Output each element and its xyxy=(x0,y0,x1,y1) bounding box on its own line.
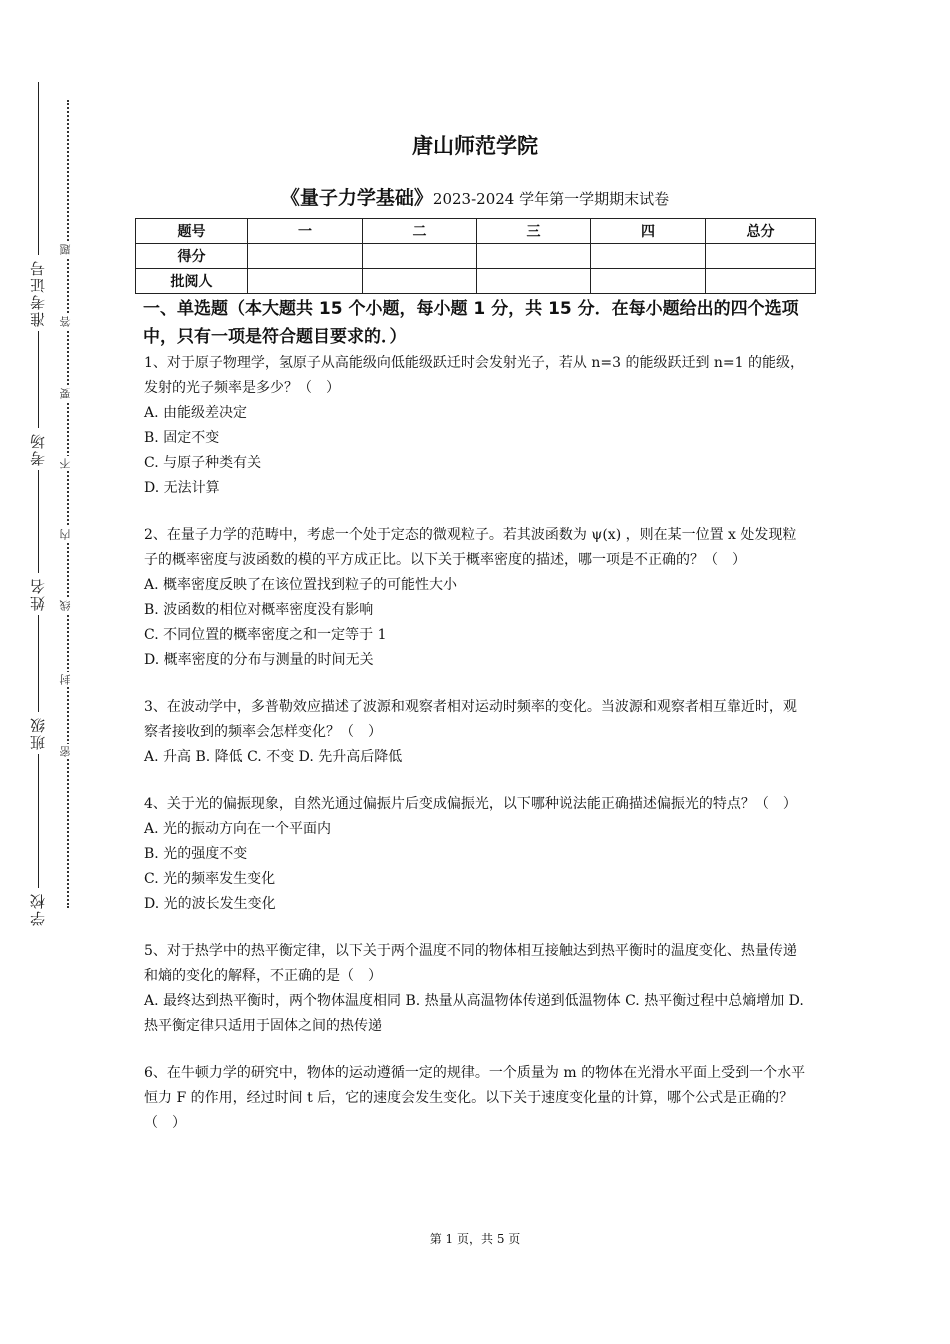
question-stem: 2、在量子力学的范畴中，考虑一个处于定态的微观粒子。若其波函数为 ψ(x) ，则在某一位置 x 处发现粒子的概率密度与波函数的模的平方成正比。以下关于概率密度的描述，哪一项是不正确的？（ ） xyxy=(144,527,797,568)
score-cell xyxy=(706,269,816,294)
school-label: 学校 xyxy=(27,888,48,930)
seal-char: 答 xyxy=(58,314,78,329)
class-label: 班级 xyxy=(27,712,48,754)
score-col-header: 题号 xyxy=(136,219,248,244)
score-cell xyxy=(363,244,477,269)
exam-number-label: 准考证号 xyxy=(27,255,48,331)
exam-subtitle xyxy=(0,183,950,210)
seal-char: 题 xyxy=(58,242,78,257)
question-option: A. 由能级差决定 xyxy=(144,405,248,421)
page-footer: 第 1 页，共 5 页 xyxy=(429,1232,521,1246)
term-text: 2023-2024 学年第一学期期末试卷 xyxy=(432,190,670,208)
question xyxy=(144,351,810,501)
question-option: D. 概率密度的分布与测量的时间无关 xyxy=(144,652,374,668)
question-stem: 4、关于光的偏振现象，自然光通过偏振片后变成偏振光，以下哪种说法能正确描述偏振光的特点？（ ） xyxy=(144,796,797,812)
school-field xyxy=(18,888,56,930)
seal-char: 内 xyxy=(58,527,78,542)
seal-char: 密 xyxy=(58,744,78,759)
score-cell xyxy=(248,269,363,294)
seal-char: 线 xyxy=(58,598,78,613)
score-col-header: 总分 xyxy=(706,219,816,244)
exam-room-field xyxy=(18,428,56,470)
course-name: 《量子力学基础》 xyxy=(280,187,433,209)
name-label: 姓名 xyxy=(27,573,48,615)
score-col-header: 四 xyxy=(591,219,706,244)
question xyxy=(144,792,810,917)
exam-room-label: 考场 xyxy=(27,428,48,470)
score-table-row xyxy=(136,269,816,294)
question-option: A. 最终达到热平衡时，两个物体温度相同 B. 热量从高温物体传递到低温物体 C. 热平衡过程中总熵增加 D. 热平衡定律只适用于固体之间的热传递 xyxy=(144,993,804,1034)
question-option: C. 光的频率发生变化 xyxy=(144,871,276,887)
question-stem: 5、对于热学中的热平衡定律，以下关于两个温度不同的物体相互接触达到热平衡时的温度变化、热量传递和熵的变化的解释，不正确的是（ ） xyxy=(144,943,797,984)
score-cell xyxy=(477,269,591,294)
question-option: D. 无法计算 xyxy=(144,480,220,496)
score-cell xyxy=(591,269,706,294)
seal-char: 要 xyxy=(58,386,78,401)
score-cell xyxy=(248,244,363,269)
question-option: B. 光的强度不变 xyxy=(144,846,248,862)
score-row-header: 得分 xyxy=(136,244,248,269)
question-option: C. 不同位置的概率密度之和一定等于 1 xyxy=(144,627,387,643)
question-stem: 1、对于原子物理学，氢原子从高能级向低能级跃迁时会发射光子，若从 n=3 的能级跃迁到 n=1 的能级，发射的光子频率是多少？（ ） xyxy=(144,355,805,396)
score-col-header: 二 xyxy=(363,219,477,244)
name-field xyxy=(18,573,56,615)
question-option: A. 升高 B. 降低 C. 不变 D. 先升高后降低 xyxy=(144,749,403,765)
score-row-header: 批阅人 xyxy=(136,269,248,294)
question-option: C. 与原子种类有关 xyxy=(144,455,262,471)
question-option: B. 波函数的相位对概率密度没有影响 xyxy=(144,602,374,618)
question-option: A. 光的振动方向在一个平面内 xyxy=(144,821,332,837)
score-cell xyxy=(477,244,591,269)
exam-number-field xyxy=(18,255,56,331)
score-table-row xyxy=(136,244,816,269)
score-col-header: 一 xyxy=(248,219,363,244)
school-title: 唐山师范学院 xyxy=(412,134,538,158)
question-option: D. 光的波长发生变化 xyxy=(144,896,276,912)
seal-char: 封 xyxy=(58,672,78,687)
question-option: B. 固定不变 xyxy=(144,430,220,446)
section-title: 一、单选题（本大题共 15 个小题，每小题 1 分，共 15 分．在每小题给出的四个选项中，只有一项是符合题目要求的．） xyxy=(143,299,799,347)
score-col-header: 三 xyxy=(477,219,591,244)
question xyxy=(144,939,810,1039)
score-cell xyxy=(706,244,816,269)
question xyxy=(144,523,810,673)
class-field xyxy=(18,712,56,754)
question-stem: 3、在波动学中，多普勒效应描述了波源和观察者相对运动时频率的变化。当波源和观察者相互靠近时，观察者接收到的频率会怎样变化？（ ） xyxy=(144,699,797,740)
question xyxy=(144,695,810,770)
seal-dotted-line xyxy=(67,100,69,908)
exam-content xyxy=(144,295,810,1136)
question xyxy=(144,1061,810,1136)
score-table xyxy=(135,218,816,294)
score-table-header-row xyxy=(136,219,816,244)
score-cell xyxy=(363,269,477,294)
question-option: A. 概率密度反映了在该位置找到粒子的可能性大小 xyxy=(144,577,458,593)
score-cell xyxy=(591,244,706,269)
seal-char: 不 xyxy=(58,456,78,471)
question-stem: 6、在牛顿力学的研究中，物体的运动遵循一定的规律。一个质量为 m 的物体在光滑水平面上受到一个水平恒力 F 的作用，经过时间 t 后，它的速度会发生变化。以下关于速度变化量的计算，哪个公式是正确的？（ ） xyxy=(144,1065,806,1131)
